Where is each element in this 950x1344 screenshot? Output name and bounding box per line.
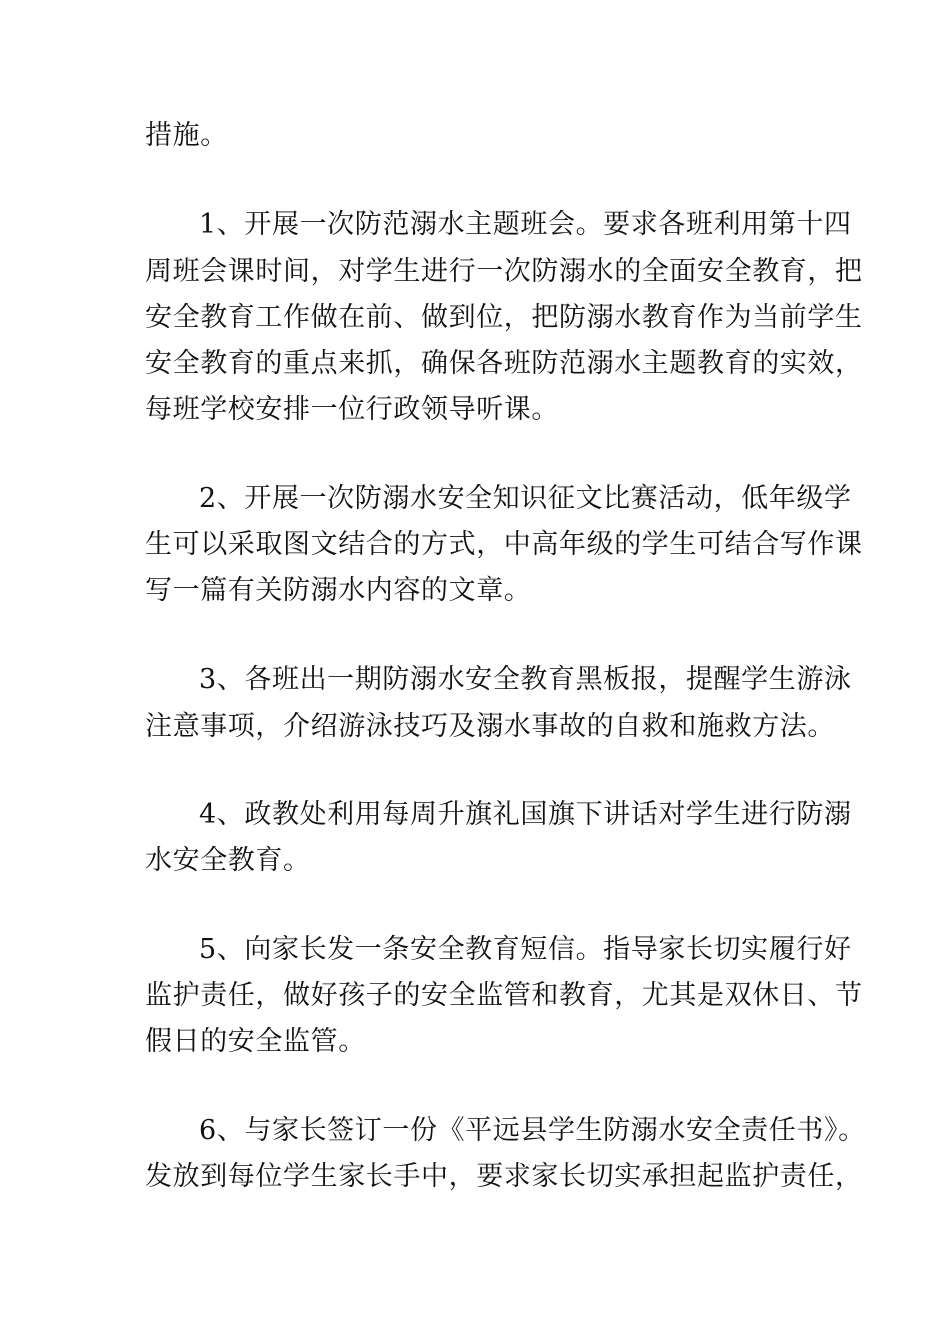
paragraph-line: 生可以采取图文结合的方式，中高年级的学生可结合写作课 xyxy=(145,529,863,560)
intro-tail-text: 措施。 xyxy=(145,120,228,151)
paragraph-line: 3、各班出一期防溺水安全教育黑板报，提醒学生游泳 xyxy=(199,664,852,695)
paragraph-line: 1、开展一次防范溺水主题班会。要求各班利用第十四 xyxy=(199,209,852,240)
paragraph-line: 安全教育工作做在前、做到位，把防溺水教育作为当前学生 xyxy=(145,302,863,333)
paragraph-line: 每班学校安排一位行政领导听课。 xyxy=(145,394,559,425)
paragraph-line: 6、与家长签订一份《平远县学生防溺水安全责任书》。 xyxy=(199,1115,866,1146)
paragraph-line: 安全教育的重点来抓，确保各班防范溺水主题教育的实效， xyxy=(145,348,863,379)
paragraph-line: 4、政教处利用每周升旗礼国旗下讲话对学生进行防溺 xyxy=(199,799,852,830)
paragraph-line: 2、开展一次防溺水安全知识征文比赛活动，低年级学 xyxy=(199,483,852,514)
paragraph-line: 写一篇有关防溺水内容的文章。 xyxy=(145,575,532,606)
paragraph-line: 水安全教育。 xyxy=(145,845,311,876)
paragraph-line: 注意事项，介绍游泳技巧及溺水事故的自救和施救方法。 xyxy=(145,711,835,742)
paragraph-line: 周班会课时间，对学生进行一次防溺水的全面安全教育，把 xyxy=(145,256,863,287)
paragraph-line: 5、向家长发一条安全教育短信。指导家长切实履行好 xyxy=(199,934,852,965)
paragraph-line: 发放到每位学生家长手中，要求家长切实承担起监护责任， xyxy=(145,1161,863,1192)
paragraph-line: 监护责任，做好孩子的安全监管和教育，尤其是双休日、节 xyxy=(145,980,863,1011)
paragraph-line: 假日的安全监管。 xyxy=(145,1026,366,1057)
